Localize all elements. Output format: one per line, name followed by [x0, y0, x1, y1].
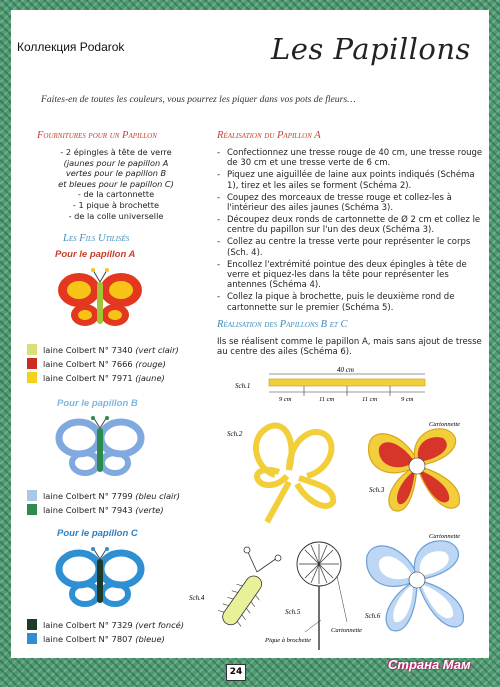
- yarn-swatch: [27, 504, 37, 515]
- schema-3-diagram: [359, 410, 483, 520]
- fournitures-line: - de la cartonnette: [77, 189, 155, 200]
- yarn-note: (bleue): [135, 633, 165, 644]
- cartonnette-label-2: Cartonnette: [331, 627, 363, 634]
- yarn-swatch: [27, 344, 37, 355]
- page-number: 24: [226, 664, 246, 681]
- yarn-swatch: [27, 619, 37, 630]
- sch1-label: Sch.1: [235, 382, 251, 390]
- fournitures-line: (jaunes pour le papillon A: [63, 157, 169, 168]
- yarn-swatch: [27, 372, 37, 383]
- yarn-row: [27, 504, 164, 515]
- butterfly-c-photo: [55, 547, 145, 611]
- schema-2-diagram: [217, 410, 347, 535]
- step-item: - Collez la pique à brochette, puis le deuxième rond de cartonnette sur le premier (Schéma 5).: [217, 292, 487, 313]
- step-text: Collez au centre la tresse verte pour représenter le corps (Sch. 4).: [227, 237, 471, 258]
- total-length-label: 40 cm: [337, 366, 354, 374]
- step-item: - Découpez deux ronds de cartonnette de Ø 2 cm et collez le centre du papillon sur l'un des deux (Schéma 3).: [217, 215, 487, 236]
- page: [11, 10, 489, 658]
- yarn-note: (vert foncé): [135, 619, 185, 630]
- sch6-label: Sch.6: [365, 612, 381, 620]
- sch4-label: Sch.4: [189, 594, 205, 602]
- yarn-swatch: [27, 490, 37, 501]
- segment-label: 11 cm: [319, 396, 335, 403]
- fournitures-line: - 1 pique à brochette: [72, 199, 160, 210]
- schema-1-diagram: [217, 364, 485, 410]
- segment-label: 9 cm: [279, 396, 292, 403]
- butterfly-a-photo: [55, 268, 145, 332]
- pique-label: Pique à brochette: [265, 637, 311, 644]
- step-text: Coupez des morceaux de tresse rouge et collez-les à l'intérieur des ailes jaunes (Schéma 3).: [227, 192, 452, 214]
- fournitures-line: vertes pour le papillon B: [65, 168, 167, 179]
- fournitures-heading: Fournitures pour un Papillon: [37, 130, 157, 141]
- yarn-label: laine Colbert N° 7799: [43, 490, 133, 501]
- yarn-row: [27, 633, 165, 644]
- yarn-note: (verte): [135, 504, 164, 515]
- step-item: - Encollez l'extrémité pointue des deux épingles à tête de verre et piquez-les dans la tête pour représenter les antennes (Schéma 4).: [217, 260, 487, 291]
- yarn-note: (vert clair): [135, 344, 179, 355]
- realisation-bc-heading: Réalisation des Papillons B et C: [217, 319, 348, 330]
- fournitures-list: [41, 147, 191, 221]
- butterfly-b-photo: [55, 416, 145, 480]
- yarn-label: laine Colbert N° 7943: [43, 504, 133, 515]
- page-title: Les Papillons: [271, 32, 471, 66]
- fournitures-line: - de la colle universelle: [68, 210, 164, 221]
- step-item: - Piquez une aiguillée de laine aux points indiqués (Schéma 1), tirez et les ailes se forment (Schéma 2).: [217, 170, 487, 191]
- yarn-swatch: [27, 633, 37, 644]
- yarn-label: laine Colbert N° 7807: [43, 633, 133, 644]
- sch5-label: Sch.5: [285, 608, 301, 616]
- cartonnette-label-3: Cartonnette: [429, 533, 461, 540]
- yarn-note: (bleu clair): [135, 490, 181, 501]
- yarn-row: [27, 619, 184, 630]
- step-text: Confectionnez une tresse rouge de 40 cm, une tresse rouge de 30 cm et une tresse verte de 6 cm.: [227, 148, 483, 169]
- yarn-label: laine Colbert N° 7329: [43, 619, 133, 630]
- schema-6-diagram: [359, 522, 483, 650]
- step-item: - Collez au centre la tresse verte pour représenter le corps (Sch. 4).: [217, 237, 487, 258]
- papillon-b-heading: Pour le papillon B: [57, 398, 138, 409]
- yarn-row: [27, 358, 166, 369]
- yarn-row: [27, 372, 165, 383]
- yarn-row: [27, 490, 180, 501]
- realisation-bc-text: Ils se réalisent comme le papillon A, mais sans ajout de tresse au centre des ailes (Schéma 6).: [217, 337, 482, 358]
- step-item: - Confectionnez une tresse rouge de 40 cm, une tresse rouge de 30 cm et une tresse verte de 6 cm.: [217, 148, 487, 169]
- step-text: Découpez deux ronds de cartonnette de Ø 2 cm et collez le centre du papillon sur l'un des deux (Schéma 3).: [227, 214, 481, 236]
- realisation-a-steps: [217, 148, 487, 315]
- brand-label: Коллекция Podarok: [17, 40, 125, 54]
- sch2-label: Sch.2: [227, 430, 243, 438]
- yarn-label: laine Colbert N° 7971: [43, 372, 133, 383]
- fils-heading: Les Fils Utilisés: [63, 233, 130, 244]
- yarn-row: [27, 344, 179, 355]
- cartonnette-label: Cartonnette: [429, 421, 461, 428]
- yarn-note: (jaune): [135, 372, 165, 383]
- papillon-a-heading: Pour le papillon A: [55, 249, 136, 260]
- papillon-c-heading: Pour le papillon C: [57, 528, 138, 539]
- segment-label: 9 cm: [401, 396, 414, 403]
- segment-label: 11 cm: [362, 396, 378, 403]
- watermark: Страна Мам: [388, 657, 471, 672]
- yarn-label: laine Colbert N° 7666: [43, 358, 133, 369]
- step-text: Collez la pique à brochette, puis le deuxième rond de cartonnette sur le premier (Schéma 5).: [227, 292, 455, 313]
- intro-text: Faites-en de toutes les couleurs, vous pourrez les piquer dans vos pots de fleurs…: [41, 94, 356, 105]
- step-text: Piquez une aiguillée de laine aux points indiqués (Schéma 1), tirez et les ailes se forment (Schéma 2).: [227, 170, 475, 191]
- fournitures-line: - 2 épingles à tête de verre: [60, 147, 172, 157]
- yarn-swatch: [27, 358, 37, 369]
- realisation-a-heading: Réalisation du Papillon A: [217, 130, 321, 141]
- yarn-note: (rouge): [135, 358, 166, 369]
- yarn-label: laine Colbert N° 7340: [43, 344, 133, 355]
- fournitures-line: et bleues pour le papillon C): [58, 178, 174, 189]
- schema-5-diagram: [261, 530, 371, 654]
- step-item: - Coupez des morceaux de tresse rouge et collez-les à l'intérieur des ailes jaunes (Schéma 3).: [217, 193, 487, 214]
- step-text: Encollez l'extrémité pointue des deux épingles à tête de verre et piquez-les dans la tête pour représenter les antennes (Schéma 4).: [227, 259, 467, 291]
- sch3-label: Sch.3: [369, 486, 385, 494]
